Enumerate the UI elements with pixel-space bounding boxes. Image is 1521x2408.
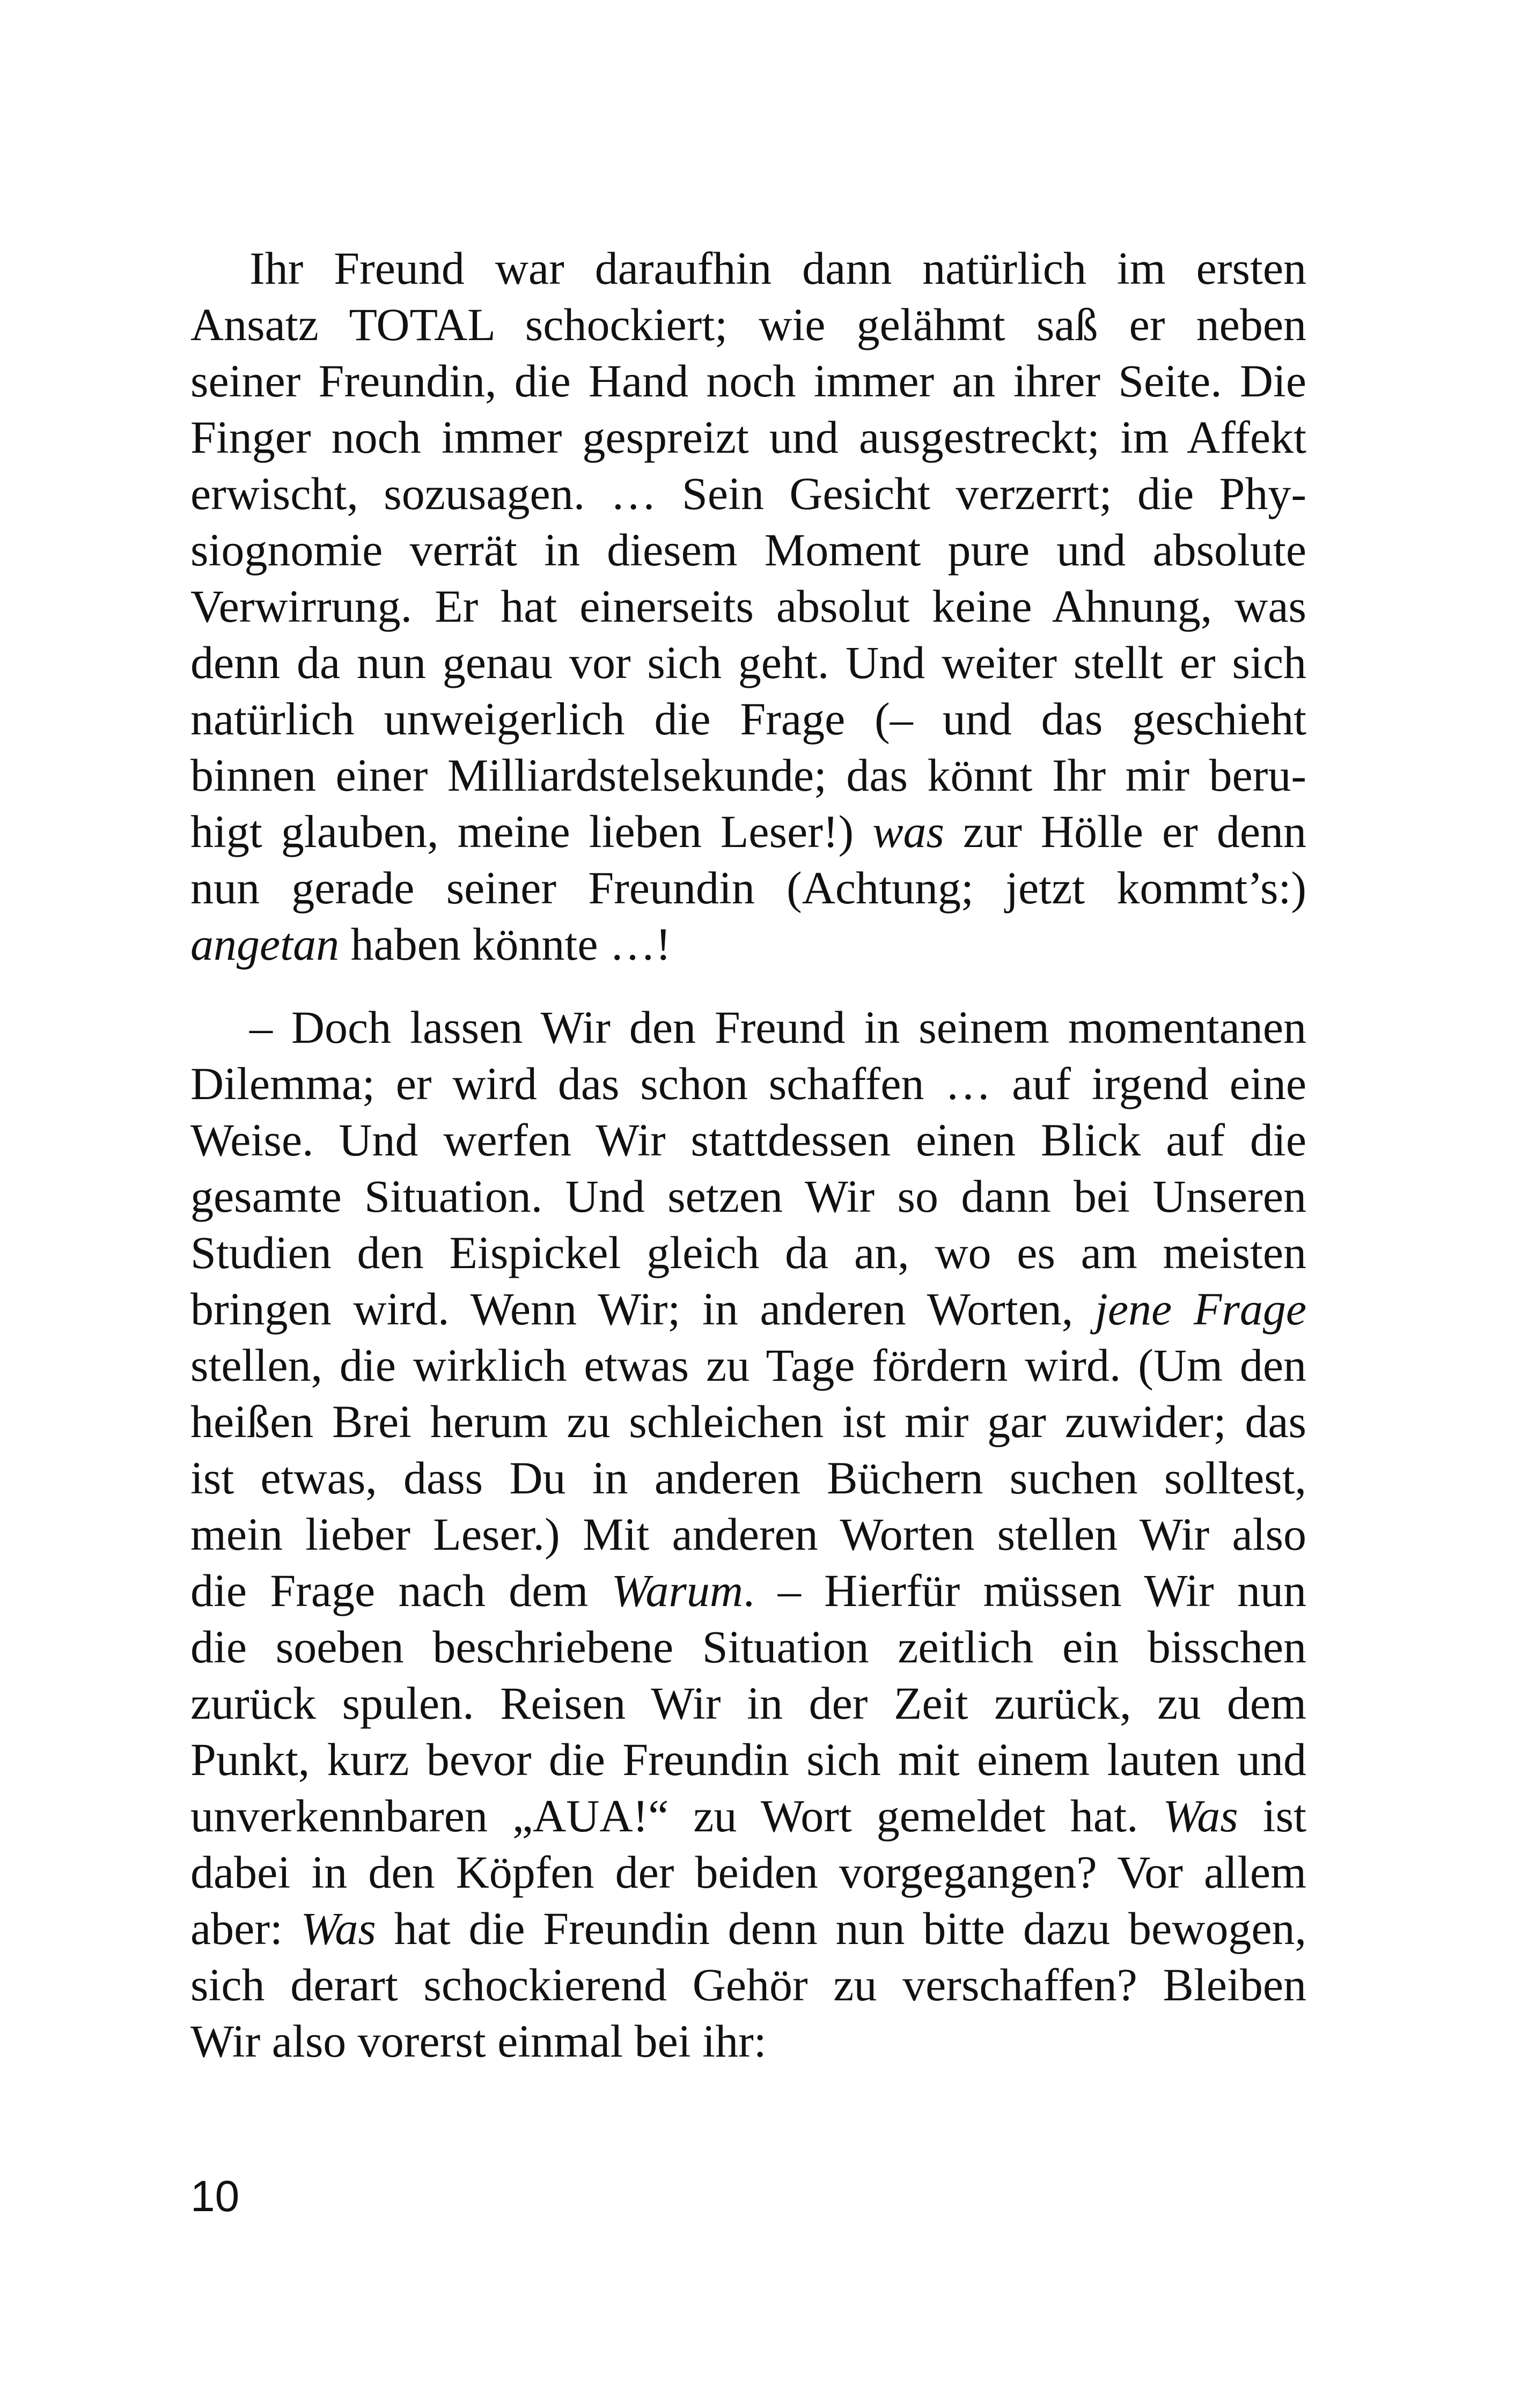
text-line xyxy=(190,1281,1306,1337)
text-run: ist etwas, dass Du in anderen Büchern suchen solltest, xyxy=(190,1452,1306,1504)
text-line xyxy=(190,804,1306,860)
text-run: aber: xyxy=(190,1903,301,1954)
text-line xyxy=(190,1506,1306,1563)
text-run: Ansatz TOTAL schockiert; wie gelähmt saß er neben xyxy=(190,299,1306,350)
italic-text: jene Frage xyxy=(1094,1283,1307,1335)
text-run: Wir also vorerst einmal bei ihr: xyxy=(190,2015,767,2067)
italic-text: Was xyxy=(300,1903,376,1954)
text-run: Dilemma; er wird das schon schaffen … auf irgend eine xyxy=(190,1058,1306,1109)
text-run: higt glauben, meine lieben Leser!) xyxy=(190,806,873,857)
text-line xyxy=(190,999,1306,1056)
text-run: die soeben beschriebene Situation zeitlich ein bisschen xyxy=(190,1621,1306,1673)
text-line xyxy=(190,1619,1306,1675)
text-line xyxy=(190,1168,1306,1225)
text-run: – Doch lassen Wir den Freund in seinem momentanen xyxy=(249,1002,1306,1053)
text-run: binnen einer Milliardstelsekunde; das könnt Ihr mir beru- xyxy=(190,749,1306,801)
text-line xyxy=(190,747,1306,804)
text-line xyxy=(190,1225,1306,1281)
text-run: Verwirrung. Er hat einerseits absolut keine Ahnung, was xyxy=(190,580,1306,632)
paragraph xyxy=(190,240,1306,973)
italic-text: Was xyxy=(1163,1790,1238,1842)
text-run: Weise. Und werfen Wir stattdessen einen Blick auf die xyxy=(190,1114,1306,1166)
text-run: unverkennbaren „AUA!“ zu Wort gemeldet hat. xyxy=(190,1790,1163,1842)
text-line xyxy=(190,353,1306,409)
page-number: 10 xyxy=(190,2172,240,2221)
text-line xyxy=(190,1394,1306,1450)
text-line xyxy=(190,1450,1306,1506)
text-line xyxy=(190,1112,1306,1168)
text-run: sich derart schockierend Gehör zu verschaffen? Bleiben xyxy=(190,1959,1306,2011)
text-line xyxy=(190,1957,1306,2013)
body-text xyxy=(190,240,1306,2070)
text-run: zur Hölle er denn xyxy=(944,806,1306,857)
text-line xyxy=(190,1675,1306,1732)
text-run: Studien den Eispickel gleich da an, wo es am meisten xyxy=(190,1227,1306,1278)
text-run: gesamte Situation. Und setzen Wir so dann bei Unseren xyxy=(190,1170,1306,1222)
text-run: seiner Freundin, die Hand noch immer an ihrer Seite. Die xyxy=(190,355,1306,407)
text-line xyxy=(190,635,1306,691)
text-line xyxy=(190,1056,1306,1112)
text-line xyxy=(190,240,1306,297)
text-line xyxy=(190,1844,1306,1901)
text-line xyxy=(190,1732,1306,1788)
text-line xyxy=(190,297,1306,353)
text-run: . – Hierfür müssen Wir nun xyxy=(743,1565,1306,1616)
text-run: mein lieber Leser.) Mit anderen Worten stellen Wir also xyxy=(190,1508,1306,1560)
text-run: ist xyxy=(1238,1790,1306,1842)
text-line xyxy=(190,916,1306,973)
text-line xyxy=(190,691,1306,747)
paragraph xyxy=(190,999,1306,2070)
text-run: haben könnte …! xyxy=(339,918,671,970)
italic-text: angetan xyxy=(190,918,340,970)
text-line xyxy=(190,578,1306,635)
text-run: Punkt, kurz bevor die Freundin sich mit einem lauten und xyxy=(190,1734,1306,1785)
text-run: heißen Brei herum zu schleichen ist mir gar zuwider; das xyxy=(190,1396,1306,1447)
text-run: erwischt, sozusagen. … Sein Gesicht verzerrt; die Phy- xyxy=(190,468,1306,519)
text-line xyxy=(190,1788,1306,1844)
text-run: natürlich unweigerlich die Frage (– und das geschieht xyxy=(190,693,1306,745)
text-run: siognomie verrät in diesem Moment pure und absolute xyxy=(190,524,1306,576)
text-run: Ihr Freund war daraufhin dann natürlich im ersten xyxy=(249,242,1306,294)
text-run: bringen wird. Wenn Wir; in anderen Worten, xyxy=(190,1283,1095,1335)
text-run: denn da nun genau vor sich geht. Und weiter stellt er sich xyxy=(190,637,1306,688)
text-run: die Frage nach dem xyxy=(190,1565,612,1616)
text-line xyxy=(190,860,1306,916)
text-line xyxy=(190,522,1306,578)
text-line xyxy=(190,1901,1306,1957)
text-run: Finger noch immer gespreizt und ausgestreckt; im Affekt xyxy=(190,411,1306,463)
italic-text: Warum xyxy=(611,1565,743,1616)
text-run: nun gerade seiner Freundin (Achtung; jetzt kommt’s:) xyxy=(190,862,1306,914)
text-line xyxy=(190,2013,1306,2070)
text-run: dabei in den Köpfen der beiden vorgegangen? Vor allem xyxy=(190,1846,1306,1898)
text-run: hat die Freundin denn nun bitte dazu bewogen, xyxy=(376,1903,1307,1954)
italic-text: was xyxy=(872,806,945,857)
text-line xyxy=(190,409,1306,466)
text-line xyxy=(190,1563,1306,1619)
text-run: stellen, die wirklich etwas zu Tage fördern wird. (Um den xyxy=(190,1339,1306,1391)
text-line xyxy=(190,1337,1306,1394)
text-run: zurück spulen. Reisen Wir in der Zeit zurück, zu dem xyxy=(190,1677,1306,1729)
text-line xyxy=(190,466,1306,522)
